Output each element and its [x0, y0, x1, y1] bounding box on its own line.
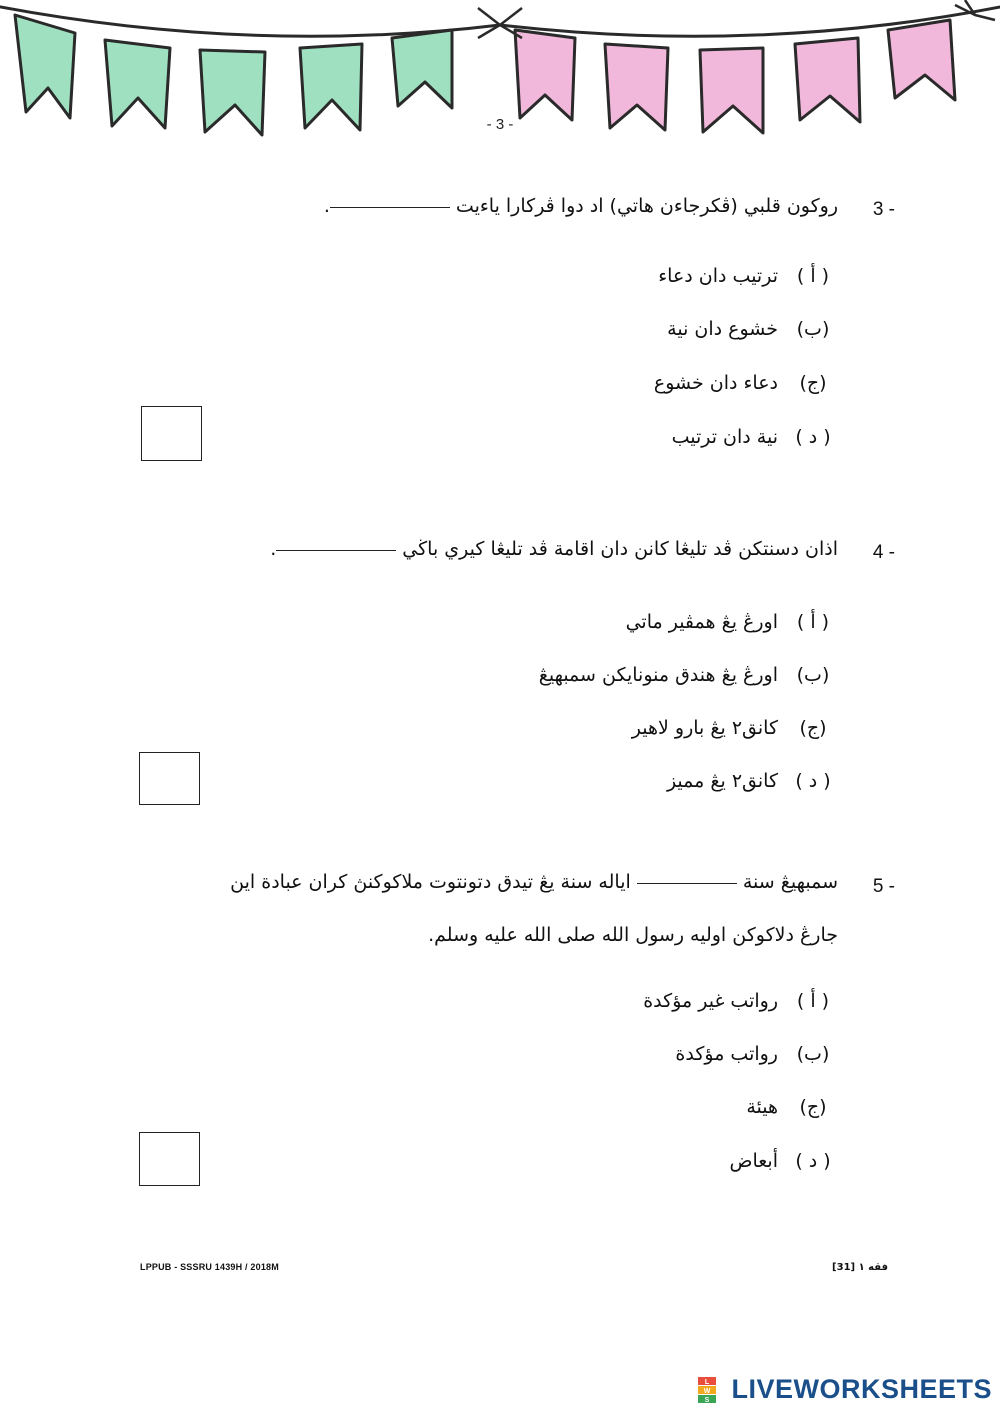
green-flag	[392, 30, 452, 108]
answer-blank	[637, 882, 737, 884]
option-text: دعاء دان خشوع	[653, 372, 778, 394]
logo-letter: W	[703, 1388, 711, 1395]
option-text: هيئة	[746, 1096, 778, 1118]
question-5-text-line2: جارڠ دلاكوكن اوليه رسول الله صلى الله عليه وسلم.	[428, 924, 838, 946]
option-b	[667, 318, 838, 340]
option-label: ( أ )	[796, 611, 830, 633]
option-c	[746, 1096, 838, 1118]
logo-letter: L	[704, 1379, 710, 1386]
option-a	[643, 990, 838, 1012]
sentence-period: .	[270, 538, 277, 560]
liveworksheets-logo-icon	[697, 1377, 717, 1403]
option-text: ترتيب دان دعاء	[658, 265, 778, 287]
sentence-period: .	[323, 195, 330, 217]
answer-blank	[330, 206, 450, 208]
green-flag	[15, 15, 75, 118]
question-5-text-before: سمبهيڠ سنة	[742, 871, 838, 893]
option-label: (ب)	[796, 318, 830, 340]
green-flag	[105, 40, 170, 128]
footer-code: LPPUB - SSSRU 1439H / 2018M	[140, 1262, 279, 1272]
option-text: نية دان ترتيب	[671, 426, 778, 448]
option-d	[730, 1150, 839, 1172]
question-text	[324, 195, 838, 217]
question-number: 5 -	[872, 876, 895, 897]
option-text: أبعاض	[729, 1150, 778, 1172]
option-text: خشوع دان نية	[667, 318, 778, 340]
option-c	[654, 372, 838, 394]
answer-box-q4[interactable]	[139, 752, 200, 805]
question-text	[230, 871, 838, 893]
option-a	[626, 611, 838, 633]
option-label: ( د )	[795, 426, 831, 448]
answer-box-q3[interactable]	[141, 406, 202, 461]
answer-blank	[276, 549, 396, 551]
option-text: اورڠ يڠ هندق منونايكن سمبهيڠ	[538, 664, 778, 686]
answer-box-q5[interactable]	[139, 1132, 200, 1186]
option-label: (ب)	[796, 1043, 830, 1065]
question-3-text: روكون قلبي (ڤكرجاءن هاتي) اد دوا ڤركارا ياءيت	[455, 195, 838, 217]
question-text	[270, 538, 838, 560]
pink-flag	[888, 20, 955, 100]
footer-subject: فقه ١ [31]	[832, 1262, 888, 1273]
option-a	[658, 265, 838, 287]
option-d	[672, 426, 838, 448]
option-text: اورڠ يڠ همڤير ماتي	[625, 611, 778, 633]
option-text: كانق٢ يڠ بارو لاهير	[631, 717, 778, 739]
option-b	[539, 664, 838, 686]
option-label: ( د )	[795, 770, 831, 792]
option-label: (ج)	[799, 1096, 827, 1118]
liveworksheets-brand[interactable]: LIVEWORKSHEETS	[731, 1374, 992, 1404]
option-label: (ج)	[799, 717, 827, 739]
question-5-text-after: اياله سنة يڠ تيدق دتونتوت ملاكوكنڽ كران عبادة اين	[230, 871, 631, 893]
option-b	[675, 1043, 838, 1065]
page-number: - 3 -	[486, 116, 514, 133]
option-text: رواتب غير مؤكدة	[643, 990, 778, 1012]
option-c	[632, 717, 838, 739]
option-label: (ب)	[796, 664, 830, 686]
option-d	[667, 770, 838, 792]
pink-flag	[795, 38, 860, 122]
pink-flag	[515, 30, 575, 120]
option-label: ( أ )	[796, 265, 830, 287]
question-number: 3 -	[872, 199, 895, 220]
option-label: ( أ )	[796, 990, 830, 1012]
option-text: كانق٢ يڠ مميز	[666, 770, 778, 792]
option-label: (ج)	[799, 372, 827, 394]
option-text: رواتب مؤكدة	[675, 1043, 778, 1065]
question-number: 4 -	[872, 542, 895, 563]
logo-letter: S	[704, 1397, 710, 1403]
option-label: ( د )	[795, 1150, 831, 1172]
question-4-text: اذان دسنتكن ڤد تليڠا كانن دان اقامة ڤد تليڠا كيري باڬي	[402, 538, 838, 560]
